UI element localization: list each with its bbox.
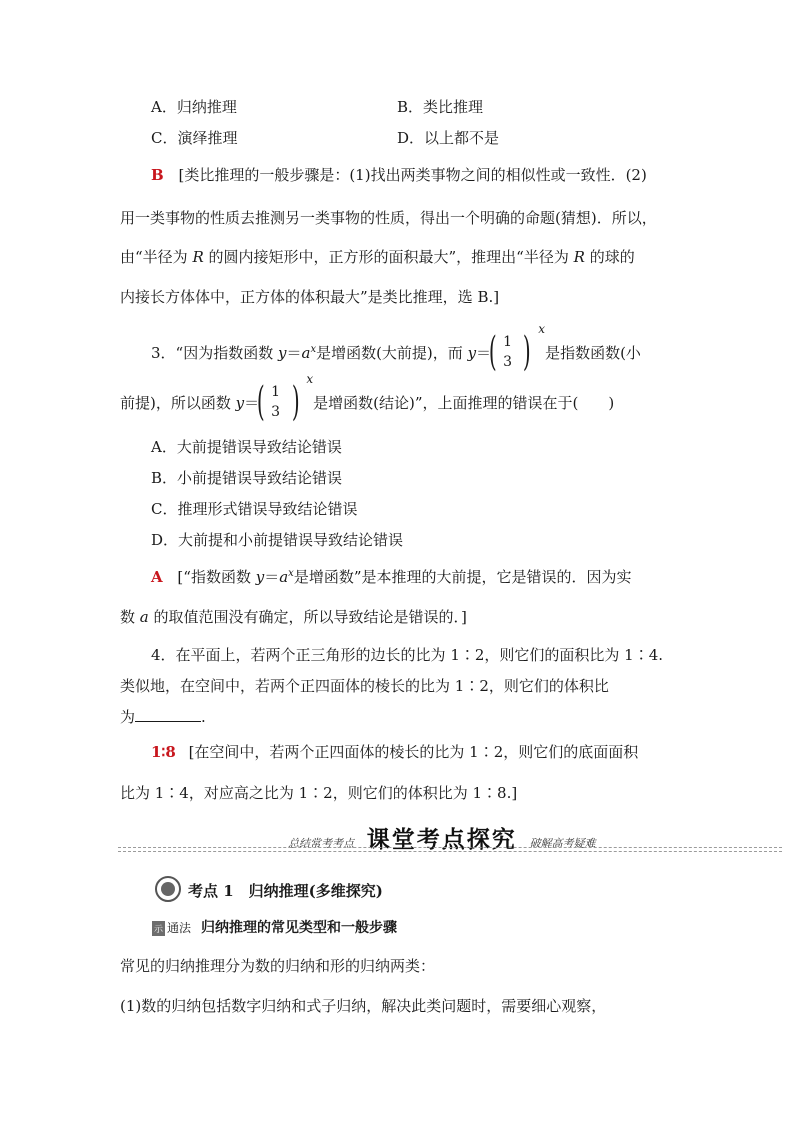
q3-option-c: C．推理形式错误导致结论错误 xyxy=(151,500,358,518)
var-a: a xyxy=(279,568,289,586)
q4-answer-line2: 比为 1∶4，对应高之比为 1∶2，则它们的体积比为 1∶8.] xyxy=(120,784,518,802)
banner-divider-top xyxy=(118,847,782,848)
var-r: R xyxy=(573,248,585,266)
kaodian-heading: 考点 1 归纳推理(多维探究) xyxy=(188,882,383,900)
equals: ＝ xyxy=(286,344,302,362)
fraction-one-third: ( 1 3 ) x xyxy=(257,372,314,425)
q2-answer-line4: 内接长方体体中，正方体的体积最大”是类比推理，选 B.] xyxy=(120,288,500,306)
option-a: A．归纳推理 xyxy=(151,98,237,116)
option-c: C．演绎推理 xyxy=(151,129,238,147)
q3-option-a: A．大前提错误导致结论错误 xyxy=(151,438,342,456)
text: 前提)，所以函数 xyxy=(120,394,236,412)
fraction-one-third: ( 1 3 ) x xyxy=(488,322,546,375)
badge-icon: 示 xyxy=(152,921,165,936)
paragraph-1: 常见的归纳推理分为数的归纳和形的归纳两类： xyxy=(120,957,436,975)
q3-stem-line2 xyxy=(120,372,615,425)
q3-answer-line2 xyxy=(120,606,467,627)
text: 是增函数”是本推理的大前提，它是错误的．因为实 xyxy=(293,568,632,586)
denominator: 3 xyxy=(503,354,512,370)
answer-letter: A xyxy=(151,568,163,586)
paragraph-2: (1)数的归纳包括数字归纳和式子归纳，解决此类问题时，需要细心观察， xyxy=(120,997,607,1015)
var-a: a xyxy=(139,608,149,626)
option-d: D．以上都不是 xyxy=(397,129,500,147)
q3-stem-line1 xyxy=(151,322,641,375)
q4-line3 xyxy=(120,706,206,727)
var-a: a xyxy=(301,344,311,362)
var-r: R xyxy=(192,248,204,266)
text: 是指数函数(小 xyxy=(545,344,641,362)
text: 是增函数(大前提)，而 xyxy=(316,344,468,362)
text: 为 xyxy=(120,708,136,726)
q2-explanation-text: [类比推理的一般步骤是：(1)找出两类事物之间的相似性或一致性．(2) xyxy=(178,166,647,184)
answer-letter: B xyxy=(151,166,164,184)
banner-right: 破解高考疑难 xyxy=(529,837,596,850)
var-y: y xyxy=(235,394,245,412)
method-heading xyxy=(152,917,397,937)
banner-divider-bottom xyxy=(118,851,782,852)
method-title: 归纳推理的常见类型和一般步骤 xyxy=(201,920,398,936)
exponent-x: x xyxy=(306,372,314,386)
exponent-x: x xyxy=(288,568,294,579)
text: . xyxy=(201,708,206,726)
numerator: 1 xyxy=(271,384,281,400)
exponent-x: x xyxy=(310,344,317,355)
text: 3．“因为指数函数 xyxy=(151,344,278,362)
text: [“指数函数 xyxy=(177,568,256,586)
q2-answer-line2: 用一类事物的性质去推测另一类事物的性质，得出一个明确的命题(猜想)．所以， xyxy=(120,209,657,227)
var-y: y xyxy=(277,344,287,362)
answer-value: 1∶8 xyxy=(151,743,176,761)
q4-answer-line1 xyxy=(151,741,638,762)
option-b: B．类比推理 xyxy=(397,98,484,116)
text: 的圆内接矩形中，正方形的面积最大”，推理出“半径为 xyxy=(203,248,574,266)
exponent-x: x xyxy=(538,322,546,336)
method-label: 通法 xyxy=(167,921,192,935)
q3-option-d: D．大前提和小前提错误导致结论错误 xyxy=(151,531,404,549)
q3-option-b: B．小前提错误导致结论错误 xyxy=(151,469,343,487)
denominator: 3 xyxy=(271,404,281,420)
kaodian-circle-icon xyxy=(155,876,181,902)
q2-answer-line3 xyxy=(120,246,635,267)
var-y: y xyxy=(467,344,477,362)
text: 是增函数(结论)”，上面推理的错误在于( ) xyxy=(313,394,615,412)
answer-blank xyxy=(135,707,201,722)
q4-line2: 类似地，在空间中，若两个正四面体的棱长的比为 1∶2，则它们的体积比 xyxy=(120,677,609,695)
numerator: 1 xyxy=(503,334,512,350)
equals: ＝ xyxy=(244,394,260,412)
q4-line1: 4．在平面上，若两个正三角形的边长的比为 1∶2，则它们的面积比为 1∶4. xyxy=(151,646,664,664)
equals: ＝ xyxy=(264,568,280,586)
var-y: y xyxy=(255,568,265,586)
text: 的球的 xyxy=(584,248,635,266)
text: 由“半径为 xyxy=(120,248,193,266)
text: [在空间中，若两个正四面体的棱长的比为 1∶2，则它们的底面面积 xyxy=(188,743,639,761)
banner-left: 总结常考考点 xyxy=(288,837,354,850)
text: 数 xyxy=(120,608,140,626)
q3-answer-line1 xyxy=(151,566,631,587)
text: 的取值范围没有确定，所以导致结论是错误的．] xyxy=(148,608,467,626)
equals: ＝ xyxy=(476,344,492,362)
section-banner xyxy=(288,821,596,854)
banner-title: 课堂考点探究 xyxy=(366,826,517,853)
q2-answer-line1 xyxy=(151,164,647,185)
